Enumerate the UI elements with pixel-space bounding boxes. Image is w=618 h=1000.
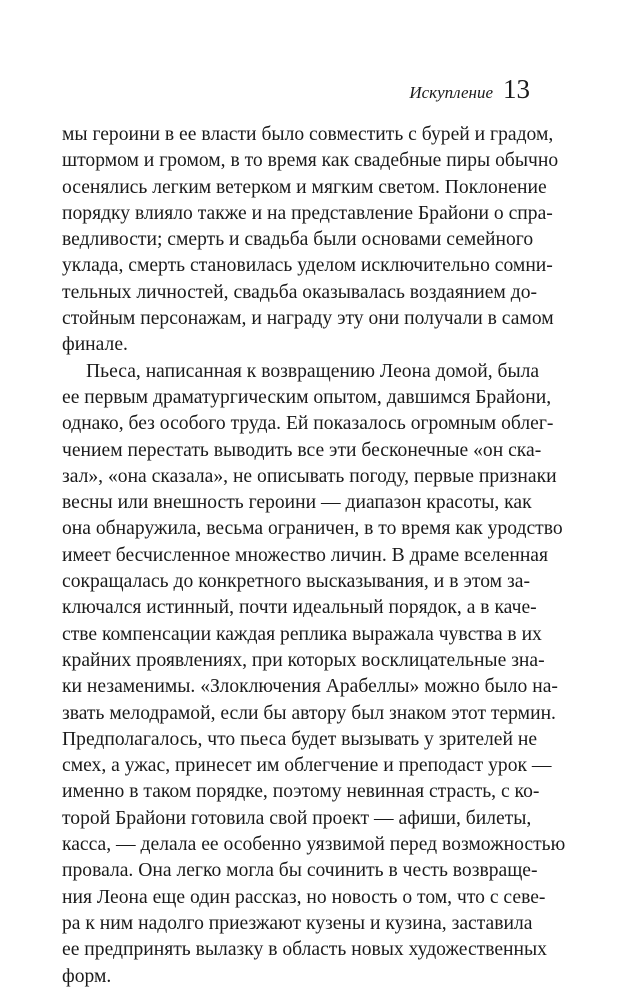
text-line: крайних проявлениях, при которых восклицательные зна- xyxy=(62,649,545,671)
text-line: ведливости; смерть и свадьба были основами семейного xyxy=(62,229,534,251)
text-line: зал», «она сказала», не описывать погоду, первые признаки xyxy=(62,465,557,487)
text-line: стве компенсации каждая реплика выражала чувства в их xyxy=(62,623,542,645)
text-line: мы героини в ее власти было совместить с бурей и градом, xyxy=(62,124,554,145)
text-line: ра к ним надолго приезжают кузены и кузина, заставила xyxy=(62,912,533,934)
text-line: ее первым драматургическим опытом, давшимся Брайони, xyxy=(62,386,552,408)
text-line: Пьеса, написанная к возвращению Леона домой, была xyxy=(86,360,540,382)
text-line: ки незаменимы. «Злоключения Арабеллы» можно было на- xyxy=(62,676,558,698)
text-line: порядку влияло также и на представление Брайони о спра- xyxy=(62,202,553,224)
text-line: она обнаружила, весьма ограничен, в то время как уродство xyxy=(62,518,563,540)
text-line: имеет бесчисленное множество личин. В драме вселенная xyxy=(62,544,549,566)
text-line: ния Леона еще один рассказ, но новость о том, что с севе- xyxy=(62,886,546,908)
text-line: штормом и громом, в то время как свадебные пиры обычно xyxy=(62,150,559,172)
paragraph xyxy=(62,359,566,990)
text-line: стойным персонажам, и награду эту они получали в самом xyxy=(62,308,554,330)
text-line: торой Брайони готовила свой проект — афиши, билеты, xyxy=(62,807,532,829)
text-line: финале. xyxy=(62,334,128,356)
text-line: провала. Она легко могла бы сочинить в честь возвраще- xyxy=(62,860,538,882)
body-text xyxy=(62,122,566,990)
text-line: уклада, смерть становилась уделом исключительно сомни- xyxy=(62,255,553,277)
page-number: 13 xyxy=(503,74,530,104)
text-line: форм. xyxy=(62,965,112,987)
text-line: именно в таком порядке, поэтому невинная страсть, с ко- xyxy=(62,781,540,803)
text-line: осенялись легким ветерком и мягким светом. Поклонение xyxy=(62,176,547,198)
text-line: однако, без особого труда. Ей показалось огромным облег- xyxy=(62,413,554,435)
text-line: чением перестать выводить все эти бесконечные «он ска- xyxy=(62,439,542,461)
text-line: весны или внешность героини — диапазон красоты, как xyxy=(62,492,532,514)
text-line: Предполагалось, что пьеса будет вызывать у зрителей не xyxy=(62,728,538,750)
text-line: ключался истинный, почти идеальный порядок, а в каче- xyxy=(62,597,537,619)
text-line: ее предпринять вылазку в область новых художественных xyxy=(62,939,547,961)
text-line: касса, — делала ее особенно уязвимой перед возможностью xyxy=(62,834,566,856)
paragraph xyxy=(62,122,559,359)
running-title: Искупление xyxy=(409,83,493,102)
running-head xyxy=(62,76,530,103)
text-line: сокращалась до конкретного высказывания, и в этом за- xyxy=(62,571,530,593)
text-line: звать мелодрамой, если бы автору был знаком этот термин. xyxy=(62,702,556,724)
text-line: смех, а ужас, принесет им облегчение и преподаст урок — xyxy=(62,755,552,777)
text-line: тельных личностей, свадьба оказывалась воздаянием до- xyxy=(62,281,538,303)
